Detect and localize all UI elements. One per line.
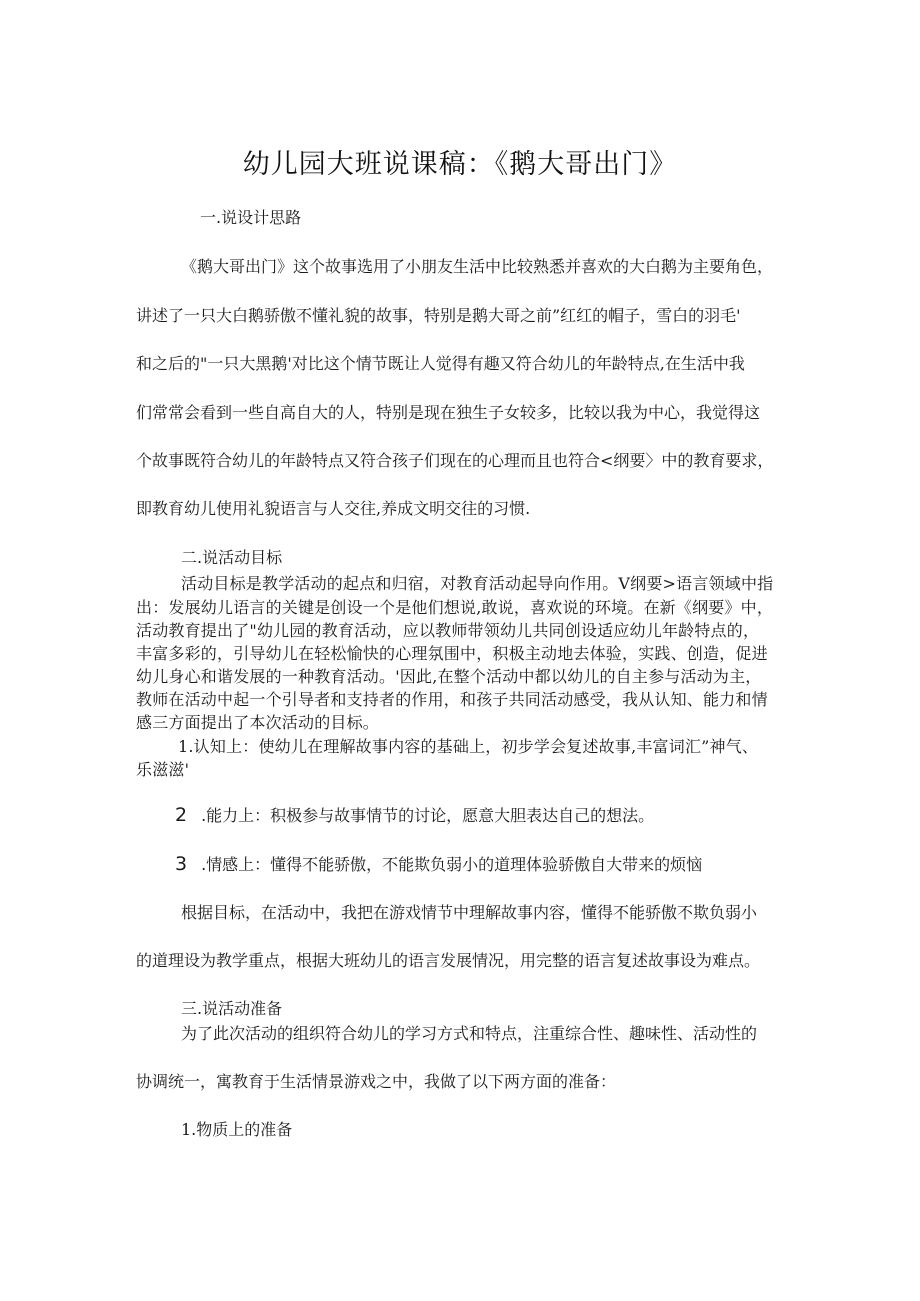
goal-item-ability [175, 805, 654, 826]
subsection-heading: 1.物质上的准备 [181, 1120, 293, 1139]
goal-item-cognitive: 1.认知上：使幼儿在理解故事内容的基础上，初步学会复述故事,丰富词汇”神气、 [178, 737, 759, 756]
paragraph-line: 的道理设为教学重点，根据大班幼儿的语言发展情况，用完整的语言复述故事设为难点。 [136, 951, 761, 970]
paragraph-line: 活动目标是教学活动的起点和归宿，对教育活动起导向作用。V纲要>语言领域中指 [181, 574, 774, 593]
paragraph-line: 们常常会看到一些自高自大的人，特别是现在独生子女较多，比较以我为中心，我觉得这 [136, 403, 761, 422]
goal-item-emotion [175, 854, 702, 875]
paragraph-line: 活动教育提出了"幼儿园的教育活动，应以教师带领幼儿共同创设适应幼儿年龄特点的， [136, 621, 760, 640]
section1-heading: 一.说设计思路 [200, 208, 302, 227]
paragraph-line: 教师在活动中起一个引导者和支持者的作用，和孩子共同活动感受，我从认知、能力和情 [136, 690, 768, 709]
paragraph-line: 感三方面提出了本次活动的目标。 [136, 713, 380, 732]
paragraph-line: 协调统一，寓教育于生活情景游戏之中，我做了以下两方面的准备： [136, 1072, 617, 1091]
paragraph-line: 根据目标，在活动中，我把在游戏情节中理解故事内容，懂得不能骄傲不欺负弱小 [181, 903, 758, 922]
paragraph-line: 《鹅大哥出门》这个故事选用了小朋友生活中比较熟悉并喜欢的大白鹅为主要角色， [181, 257, 774, 276]
paragraph-line: 和之后的"一只大黑鹅'对比这个情节既让人觉得有趣又符合幼儿的年龄特点,在生活中我 [136, 354, 745, 373]
paragraph-line: 出：发展幼儿语言的关键是创设一个是他们想说,敢说，喜欢说的环境。在新《纲要》中， [136, 598, 774, 617]
goal-number: 3 [175, 853, 188, 875]
goal-text: .能力上：积极参与故事情节的讨论，愿意大胆表达自己的想法。 [201, 806, 655, 825]
goal-number: 2 [175, 804, 188, 826]
paragraph-line: 即教育幼儿使用礼貌语言与人交往,养成文明交往的习惯. [136, 499, 531, 518]
section2-heading: 二.说活动目标 [181, 548, 283, 567]
goal-text: .情感上：懂得不能骄傲，不能欺负弱小的道理体验骄傲自大带来的烦恼 [201, 855, 703, 874]
section3-heading: 三.说活动准备 [181, 999, 283, 1018]
paragraph-line: 幼儿身心和谐发展的一种教育活动。'因此,在整个活动中都以幼儿的自主参与活动为主， [136, 667, 762, 686]
paragraph-line: 丰富多彩的，引导幼儿在轻松愉快的心理氛围中，积极主动地去体验，实践、创造，促进 [136, 644, 768, 663]
paragraph-line: 讲述了一只大白鹅骄傲不懂礼貌的故事，特别是鹅大哥之前”红红的帽子，雪白的羽毛' [136, 306, 741, 325]
paragraph-line: 个故事既符合幼儿的年龄特点又符合孩子们现在的心理而且也符合<纲要〉中的教育要求， [136, 451, 774, 470]
document-title: 幼儿园大班说课稿：《鹅大哥出门》 [242, 149, 678, 180]
paragraph-line: 为了此次活动的组织符合幼儿的学习方式和特点，注重综合性、趣味性、活动性的 [181, 1024, 758, 1043]
goal-item-cognitive-continued: 乐滋滋' [136, 760, 190, 779]
